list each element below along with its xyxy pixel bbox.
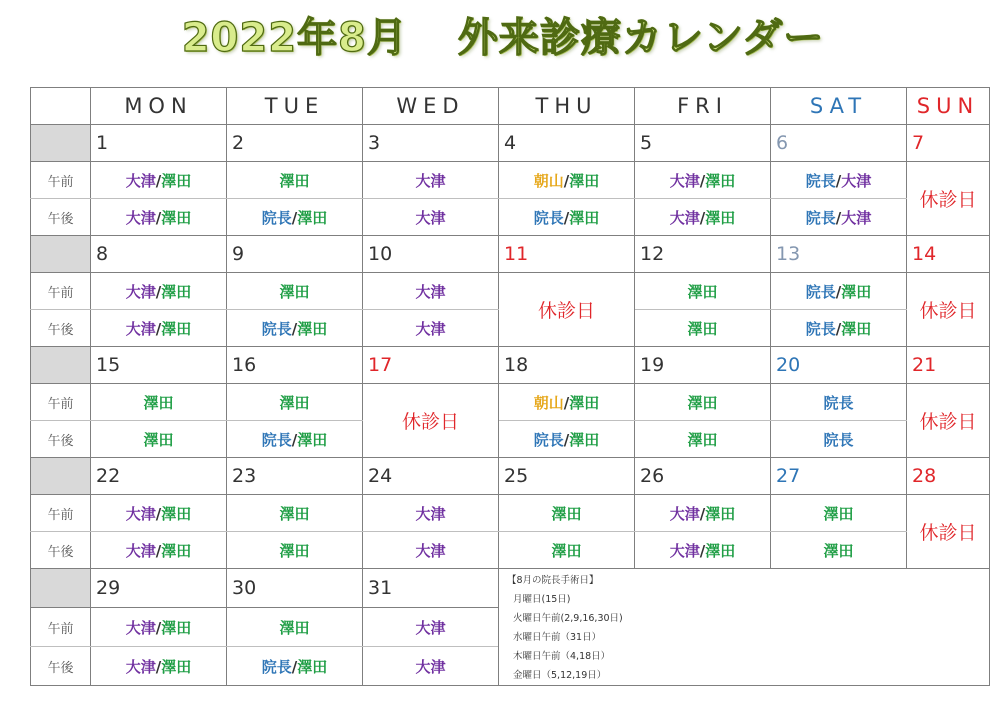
doctor-name: 澤田: [297, 430, 328, 449]
doctor-name: /: [563, 430, 570, 449]
doctor-name: /: [155, 319, 162, 338]
schedule-cell: [635, 421, 771, 458]
calendar-table: [30, 87, 990, 686]
afternoon-label: 午後: [31, 421, 91, 458]
doctor-name: 院長: [805, 282, 836, 301]
schedule-cell: [771, 421, 907, 458]
surgery-note-line: 水曜日午前（31日）: [513, 632, 602, 643]
doctor-name: 澤田: [705, 504, 736, 523]
date-cell: 14: [907, 236, 990, 273]
doctor-name: 澤田: [143, 430, 174, 449]
date-row: [31, 236, 990, 273]
date-cell: 2: [227, 125, 363, 162]
doctor-name: 院長: [533, 208, 564, 227]
doctor-name: 澤田: [297, 319, 328, 338]
doctor-name: 澤田: [279, 393, 310, 412]
corner-cell: [31, 88, 91, 125]
doctor-name: /: [835, 282, 842, 301]
afternoon-label: 午後: [31, 310, 91, 347]
doctor-name: 大津: [125, 657, 156, 676]
schedule-cell: [91, 495, 227, 532]
doctor-name: 院長: [805, 208, 836, 227]
doctor-name: 院長: [533, 430, 564, 449]
doctor-name: /: [291, 657, 298, 676]
doctor-name: 澤田: [161, 657, 192, 676]
doctor-name: /: [563, 393, 570, 412]
schedule-cell: [635, 310, 771, 347]
afternoon-label: 午後: [31, 199, 91, 236]
doctor-name: /: [155, 171, 162, 190]
schedule-cell: [91, 384, 227, 421]
doctor-name: 院長: [805, 171, 836, 190]
doctor-name: /: [155, 208, 162, 227]
doctor-name: /: [155, 541, 162, 560]
doctor-name: 大津: [125, 319, 156, 338]
date-cell: 3: [363, 125, 499, 162]
surgery-note: [499, 569, 990, 686]
doctor-name: /: [155, 282, 162, 301]
date-row-label: [31, 236, 91, 273]
day-header-fri: FRI: [635, 88, 771, 125]
schedule-cell: [771, 310, 907, 347]
schedule-cell: [91, 532, 227, 569]
title-month: 2022年8月: [181, 15, 408, 61]
schedule-cell: [499, 384, 635, 421]
schedule-cell: [91, 162, 227, 199]
doctor-name: 澤田: [823, 504, 854, 523]
doctor-name: 院長: [261, 657, 292, 676]
morning-label: 午前: [31, 495, 91, 532]
surgery-note-line: 月曜日(15日): [513, 594, 571, 605]
doctor-name: /: [291, 319, 298, 338]
doctor-name: /: [563, 208, 570, 227]
morning-row: [31, 495, 990, 532]
schedule-cell: [635, 162, 771, 199]
schedule-cell: [771, 162, 907, 199]
doctor-name: 澤田: [841, 282, 872, 301]
schedule-cell: [227, 384, 363, 421]
doctor-name: /: [835, 319, 842, 338]
schedule-cell: [771, 273, 907, 310]
schedule-cell: [635, 199, 771, 236]
doctor-name: 院長: [261, 430, 292, 449]
schedule-cell: [227, 647, 363, 686]
date-cell: 22: [91, 458, 227, 495]
morning-row: [31, 273, 990, 310]
doctor-name: /: [563, 171, 570, 190]
closed-day: 休診日: [907, 384, 990, 458]
schedule-cell: [91, 647, 227, 686]
date-cell: 23: [227, 458, 363, 495]
schedule-cell: [363, 273, 499, 310]
schedule-cell: [227, 608, 363, 647]
day-header-thu: THU: [499, 88, 635, 125]
doctor-name: 大津: [415, 657, 446, 676]
schedule-cell: [771, 384, 907, 421]
schedule-cell: [91, 199, 227, 236]
doctor-name: 澤田: [279, 171, 310, 190]
doctor-name: 大津: [125, 171, 156, 190]
date-cell: 24: [363, 458, 499, 495]
schedule-cell: [499, 199, 635, 236]
doctor-name: 院長: [261, 319, 292, 338]
date-cell: 10: [363, 236, 499, 273]
schedule-cell: [635, 273, 771, 310]
schedule-cell: [227, 310, 363, 347]
doctor-name: 朝山: [533, 393, 564, 412]
schedule-cell: [771, 495, 907, 532]
date-cell: 11: [499, 236, 635, 273]
date-cell: 26: [635, 458, 771, 495]
closed-day: 休診日: [499, 273, 635, 347]
date-cell: 27: [771, 458, 907, 495]
doctor-name: 澤田: [279, 618, 310, 637]
date-cell: 30: [227, 569, 363, 608]
date-cell: 20: [771, 347, 907, 384]
doctor-name: 大津: [125, 504, 156, 523]
doctor-name: /: [699, 541, 706, 560]
date-cell: 15: [91, 347, 227, 384]
doctor-name: 澤田: [279, 282, 310, 301]
doctor-name: 大津: [125, 541, 156, 560]
schedule-cell: [635, 495, 771, 532]
doctor-name: 澤田: [279, 541, 310, 560]
date-cell: 12: [635, 236, 771, 273]
doctor-name: 澤田: [687, 282, 718, 301]
doctor-name: 大津: [415, 618, 446, 637]
schedule-cell: [363, 162, 499, 199]
date-row: [31, 569, 990, 608]
doctor-name: 院長: [261, 208, 292, 227]
doctor-name: 大津: [415, 541, 446, 560]
schedule-cell: [363, 647, 499, 686]
date-row: [31, 347, 990, 384]
date-cell: 17: [363, 347, 499, 384]
doctor-name: 澤田: [161, 541, 192, 560]
doctor-name: 大津: [415, 504, 446, 523]
day-header-sat: SAT: [771, 88, 907, 125]
doctor-name: 澤田: [823, 541, 854, 560]
doctor-name: 澤田: [687, 430, 718, 449]
doctor-name: /: [835, 208, 842, 227]
date-cell: 4: [499, 125, 635, 162]
doctor-name: /: [699, 208, 706, 227]
schedule-cell: [771, 199, 907, 236]
schedule-cell: [227, 495, 363, 532]
morning-row: [31, 162, 990, 199]
closed-day: 休診日: [907, 273, 990, 347]
date-row-label: [31, 569, 91, 608]
doctor-name: 澤田: [143, 393, 174, 412]
doctor-name: 大津: [669, 171, 700, 190]
doctor-name: 澤田: [687, 393, 718, 412]
doctor-name: /: [699, 171, 706, 190]
doctor-name: 大津: [669, 208, 700, 227]
doctor-name: 大津: [415, 319, 446, 338]
surgery-note-heading: 【8月の院長手術日】: [507, 575, 599, 586]
morning-label: 午前: [31, 608, 91, 647]
doctor-name: 大津: [841, 171, 872, 190]
date-cell: 8: [91, 236, 227, 273]
doctor-name: 澤田: [705, 541, 736, 560]
doctor-name: 澤田: [161, 504, 192, 523]
morning-label: 午前: [31, 384, 91, 421]
title-calendar: 外来診療カレンダー: [457, 15, 825, 61]
schedule-cell: [363, 199, 499, 236]
afternoon-row: [31, 421, 990, 458]
schedule-cell: [363, 532, 499, 569]
schedule-cell: [91, 310, 227, 347]
schedule-cell: [227, 421, 363, 458]
doctor-name: /: [155, 504, 162, 523]
schedule-cell: [499, 162, 635, 199]
doctor-name: 澤田: [569, 171, 600, 190]
morning-row: [31, 384, 990, 421]
doctor-name: 澤田: [687, 319, 718, 338]
date-cell: 5: [635, 125, 771, 162]
afternoon-label: 午後: [31, 532, 91, 569]
doctor-name: 澤田: [161, 319, 192, 338]
date-cell: 13: [771, 236, 907, 273]
doctor-name: 澤田: [569, 393, 600, 412]
date-row: [31, 125, 990, 162]
doctor-name: 大津: [125, 282, 156, 301]
schedule-cell: [227, 162, 363, 199]
schedule-cell: [635, 384, 771, 421]
date-cell: 7: [907, 125, 990, 162]
closed-day: 休診日: [907, 495, 990, 569]
doctor-name: 澤田: [161, 208, 192, 227]
date-row-label: [31, 347, 91, 384]
surgery-note-line: 火曜日午前(2,9,16,30日): [513, 613, 623, 624]
afternoon-label: 午後: [31, 647, 91, 686]
doctor-name: 澤田: [551, 504, 582, 523]
doctor-name: 大津: [415, 282, 446, 301]
doctor-name: 大津: [415, 171, 446, 190]
schedule-cell: [227, 199, 363, 236]
doctor-name: 澤田: [705, 171, 736, 190]
afternoon-row: [31, 532, 990, 569]
morning-label: 午前: [31, 273, 91, 310]
date-cell: 6: [771, 125, 907, 162]
schedule-cell: [771, 532, 907, 569]
schedule-cell: [91, 608, 227, 647]
doctor-name: 澤田: [161, 618, 192, 637]
date-cell: 16: [227, 347, 363, 384]
schedule-cell: [91, 421, 227, 458]
doctor-name: /: [291, 208, 298, 227]
doctor-name: 澤田: [705, 208, 736, 227]
date-cell: 31: [363, 569, 499, 608]
date-cell: 21: [907, 347, 990, 384]
doctor-name: /: [291, 430, 298, 449]
date-row: [31, 458, 990, 495]
closed-day: 休診日: [363, 384, 499, 458]
date-row-label: [31, 458, 91, 495]
date-cell: 1: [91, 125, 227, 162]
doctor-name: 澤田: [161, 282, 192, 301]
doctor-name: 澤田: [297, 657, 328, 676]
schedule-cell: [499, 421, 635, 458]
closed-day: 休診日: [907, 162, 990, 236]
doctor-name: 澤田: [551, 541, 582, 560]
day-header-sun: SUN: [907, 88, 990, 125]
doctor-name: 大津: [415, 208, 446, 227]
doctor-name: 澤田: [161, 171, 192, 190]
doctor-name: /: [835, 171, 842, 190]
schedule-cell: [499, 532, 635, 569]
schedule-cell: [635, 532, 771, 569]
schedule-cell: [499, 495, 635, 532]
schedule-cell: [227, 273, 363, 310]
doctor-name: 大津: [841, 208, 872, 227]
doctor-name: 朝山: [533, 171, 564, 190]
doctor-name: 大津: [125, 208, 156, 227]
surgery-note-line: 木曜日午前（4,18日）: [513, 651, 611, 662]
afternoon-row: [31, 199, 990, 236]
date-cell: 29: [91, 569, 227, 608]
schedule-cell: [363, 608, 499, 647]
schedule-cell: [227, 532, 363, 569]
date-cell: 25: [499, 458, 635, 495]
doctor-name: 院長: [805, 319, 836, 338]
date-cell: 9: [227, 236, 363, 273]
page-title: [0, 6, 1006, 63]
doctor-name: /: [155, 618, 162, 637]
doctor-name: 澤田: [569, 208, 600, 227]
date-cell: 18: [499, 347, 635, 384]
doctor-name: 澤田: [569, 430, 600, 449]
surgery-note-line: 金曜日（5,12,19日）: [513, 670, 607, 681]
date-cell: 28: [907, 458, 990, 495]
schedule-cell: [363, 495, 499, 532]
day-header-tue: TUE: [227, 88, 363, 125]
day-header-wed: WED: [363, 88, 499, 125]
doctor-name: 澤田: [279, 504, 310, 523]
date-row-label: [31, 125, 91, 162]
morning-label: 午前: [31, 162, 91, 199]
doctor-name: /: [155, 657, 162, 676]
doctor-name: /: [699, 504, 706, 523]
doctor-name: 大津: [669, 541, 700, 560]
doctor-name: 院長: [823, 430, 854, 449]
day-header-mon: MON: [91, 88, 227, 125]
doctor-name: 澤田: [297, 208, 328, 227]
doctor-name: 院長: [823, 393, 854, 412]
date-cell: 19: [635, 347, 771, 384]
schedule-cell: [91, 273, 227, 310]
doctor-name: 大津: [125, 618, 156, 637]
doctor-name: 大津: [669, 504, 700, 523]
schedule-cell: [363, 310, 499, 347]
doctor-name: 澤田: [841, 319, 872, 338]
